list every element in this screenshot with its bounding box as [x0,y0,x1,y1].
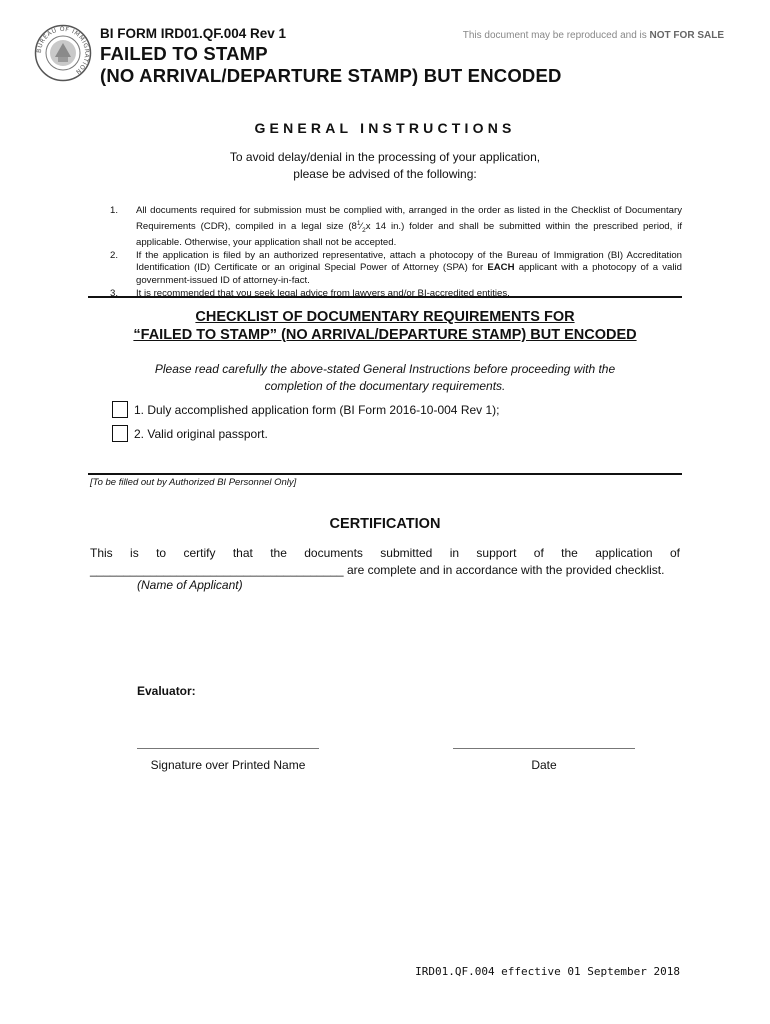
instructions-list [110,205,682,300]
certification-heading: CERTIFICATION [329,516,441,532]
form-title-line1: FAILED TO STAMP [100,43,268,64]
general-instructions-intro: To avoid delay/denial in the processing of your application, please be advised of the following: [229,150,541,181]
section-divider [88,296,682,298]
instruction-item: 3. It is recommended that you seek legal advice from lawyers and/or BI-accredited entities. [110,287,510,299]
checklist-title-line2: “FAILED TO STAMP” (NO ARRIVAL/DEPARTURE STAMP) BUT ENCODED [133,327,637,343]
checklist-item-application-form: 1. Duly accomplished application form (BI Form 2016-10-004 Rev 1); [112,401,500,418]
certification-line2: ______________________________________ are complete and in accordance with the provided checklist. [90,563,665,577]
form-title-line2: (NO ARRIVAL/DEPARTURE STAMP) BUT ENCODED [100,65,562,86]
footer-effective-date: IRD01.QF.004 effective 01 September 2018 [415,965,680,978]
instruction-item: 2. If the application is filed by an authorized representative, attach a photocopy of the Bureau of Immigration (BI) Accreditation Identification (ID) Certificate or an original Special Power of Attorney (SPA) for EACH applicant with a photocopy of a valid government-issued ID of attorney-in-fact. [110,249,682,287]
reproduction-notice: This document may be reproduced and is NOT FOR SALE [462,30,724,41]
bureau-seal-icon [34,24,92,82]
certification-line1: This is to certify that the documents submitted in support of the application of [90,546,680,560]
applicant-name-label: (Name of Applicant) [137,578,243,592]
evaluator-label: Evaluator: [137,684,196,698]
checklist-note: Please read carefully the above-stated General Instructions before proceeding with the completion of the documentary requirements. [154,362,616,393]
signature-label: Signature over Printed Name [150,758,306,772]
checklist-checkbox[interactable] [112,401,128,418]
date-label: Date [531,758,557,772]
checklist-item-passport: 2. Valid original passport. [112,425,268,442]
date-line [453,748,635,749]
signature-line [137,748,319,749]
instruction-item: 1. All documents required for submission must be complied with, arranged in the order as listed in the Checklist of Documentary Requirements (CDR), compiled in a legal size ($8^1⁄_2x$ 14 in.) folder and shall be submitted within the prescribed period, if applicable. Otherwise, your application shall not be accepted. [110,205,682,249]
personnel-only-note: [To be filled out by Authorized BI Personnel Only] [90,477,297,488]
general-instructions-heading: GENERAL INSTRUCTIONS [254,120,516,136]
form-code: BI FORM IRD01.QF.004 Rev 1 [100,26,287,41]
svg-text:BUREAU OF IMMIGRATION: BUREAU OF IMMIGRATION [35,25,91,76]
section-divider [88,473,682,475]
checklist-title-line1: CHECKLIST OF DOCUMENTARY REQUIREMENTS FOR [195,309,575,325]
checklist-checkbox[interactable] [112,425,128,442]
